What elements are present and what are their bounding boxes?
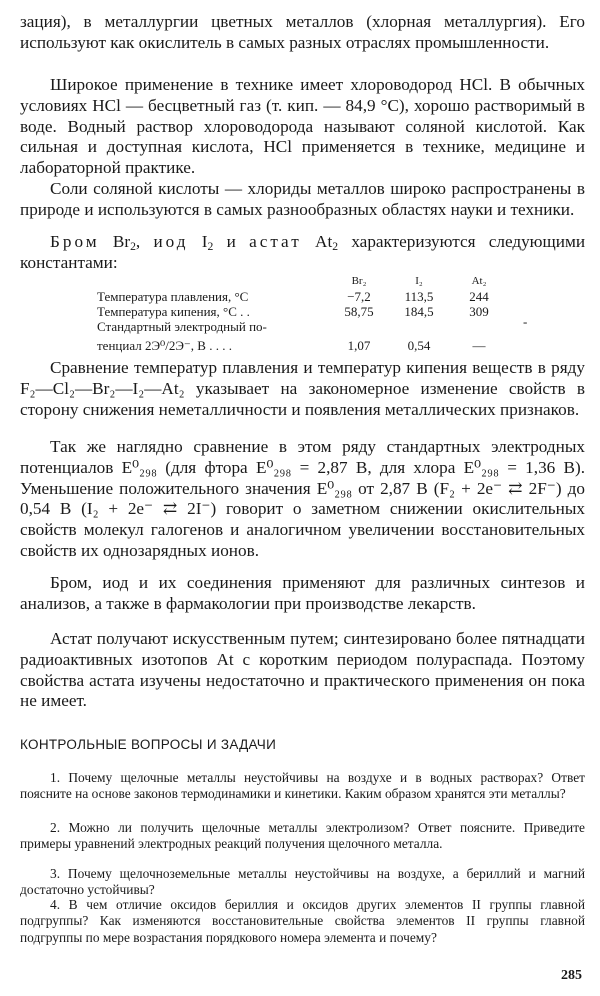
- table-row: [97, 289, 517, 304]
- table-cell: 0,54: [407, 338, 431, 353]
- paragraph-halogen-constants: Бром $Br_2$, иод $I_2$ и астат $At_2$ характеризуются следующими константами:: [20, 232, 586, 272]
- row-label: тенциал 2Э⁰/2Э⁻, В . . . .: [97, 338, 232, 353]
- table-cell: 1,07: [347, 338, 371, 353]
- paragraph-astatine: Астат получают искусственным путем; синтезировано более пятнадцати радиоактивных изотопов At с коротким периодом полураспада. Поэтому свойства астата изучены недостаточно и практического применения он пока не имеет.: [20, 629, 585, 711]
- paragraph-hydrogen-chloride: Широкое применение в технике имеет хлороводород HCl. В обычных условиях HCl — бесцветный газ (т. кип. — 84,9 °С), хорошо растворимый в воде. Водный раствор хлороводорода называют соляной кислотой. Как сильная и доступная кислота, HCl применяется в технике, медицине и лабораторной практике.: [20, 75, 585, 178]
- paragraph-chlorine-uses: зация), в металлургии цветных металлов (хлорная металлургия). Его используют как окислитель в самых разных отраслях промышленности.: [20, 12, 585, 52]
- table-header-row: [97, 274, 517, 289]
- section-heading: КОНТРОЛЬНЫЕ ВОПРОСЫ И ЗАДАЧИ: [20, 737, 277, 752]
- word-iod: иод: [153, 232, 189, 251]
- paragraph-electrode-potentials: Так же наглядно сравнение в этом ряду стандартных электродных потенциалов E⁰₂₉₈ (для фтора E⁰₂₉₈ = 2,87 В, для хлора E⁰₂₉₈ = 1,36 В). Уменьшение положительного значения E⁰₂₉₈ от 2,87 В (F₂ + 2e⁻ ⇄ 2F⁻) до 0,54 В (I₂ + 2e⁻ ⇄ 2I⁻) говорит о заметном снижении окислительных свойств молекул галогенов и аналогичном увеличении восстановительных свойств их однозарядных ионов.: [20, 437, 585, 560]
- formula-br2: $Br_2$: [112, 232, 136, 253]
- table-header: Br₂: [351, 275, 367, 287]
- paragraph-bromine-iodine-uses: Бром, иод и их соединения применяют для различных синтезов и анализов, а также в фармакологии при производстве лекарств.: [20, 573, 585, 613]
- question-item: 4. В чем отличие оксидов бериллия и оксидов других элементов II группы главной подгруппы? Как изменяются восстановительные свойства элементов II группы главной подгруппы по мере возрастания порядкового номера элемента и почему?: [20, 897, 585, 945]
- table-cell: 58,75: [344, 304, 374, 319]
- table-row: [97, 319, 517, 334]
- formula-at2: $At_2$: [315, 232, 339, 253]
- table-cell: —: [472, 338, 486, 353]
- row-label: Стандартный электродный по-: [97, 319, 267, 334]
- table-cell: 244: [469, 289, 489, 304]
- table-cell: 184,5: [404, 304, 434, 319]
- paragraph-chlorides: Соли соляной кислоты — хлориды металлов широко распространены в природе и используются в самых разнообразных областях науки и техники.: [20, 179, 585, 219]
- table-row: [97, 304, 517, 319]
- table-header: At₂: [471, 275, 487, 287]
- word-brom: Бром: [50, 232, 100, 251]
- row-label: Температура кипения, °С . .: [97, 304, 250, 319]
- stray-print-mark: -: [523, 314, 528, 329]
- table-cell: −7,2: [347, 289, 371, 304]
- formula-i2: $I_2$: [201, 232, 214, 253]
- question-item: 1. Почему щелочные металлы неустойчивы на воздухе и в водных растворах? Ответ поясните на основе законов термодинамики и кинетики. Каким образом хранятся эти металлы?: [20, 770, 585, 802]
- paragraph-comparison-temperatures: Сравнение температур плавления и температур кипения веществ в ряду F₂—Cl₂—Br₂—I₂—At₂ указывает на закономерное изменение свойств в сторону снижения неметалличности и появления металлических признаков.: [20, 358, 585, 419]
- word-astat: астат: [249, 232, 302, 251]
- question-item: 3. Почему щелочноземельные металлы неустойчивы на воздухе, а бериллий и магний достаточно устойчивы?: [20, 866, 585, 898]
- question-item: 2. Можно ли получить щелочные металлы электролизом? Ответ поясните. Приведите примеры уравнений электродных реакций получения щелочного металла.: [20, 820, 585, 852]
- constants-table: [97, 274, 517, 353]
- page-number: 285: [561, 968, 582, 983]
- table-cell: 113,5: [404, 289, 434, 304]
- table-row: [97, 338, 517, 353]
- table-header: I₂: [415, 275, 423, 287]
- row-label: Температура плавления, °С: [97, 289, 249, 304]
- table-cell: 309: [469, 304, 489, 319]
